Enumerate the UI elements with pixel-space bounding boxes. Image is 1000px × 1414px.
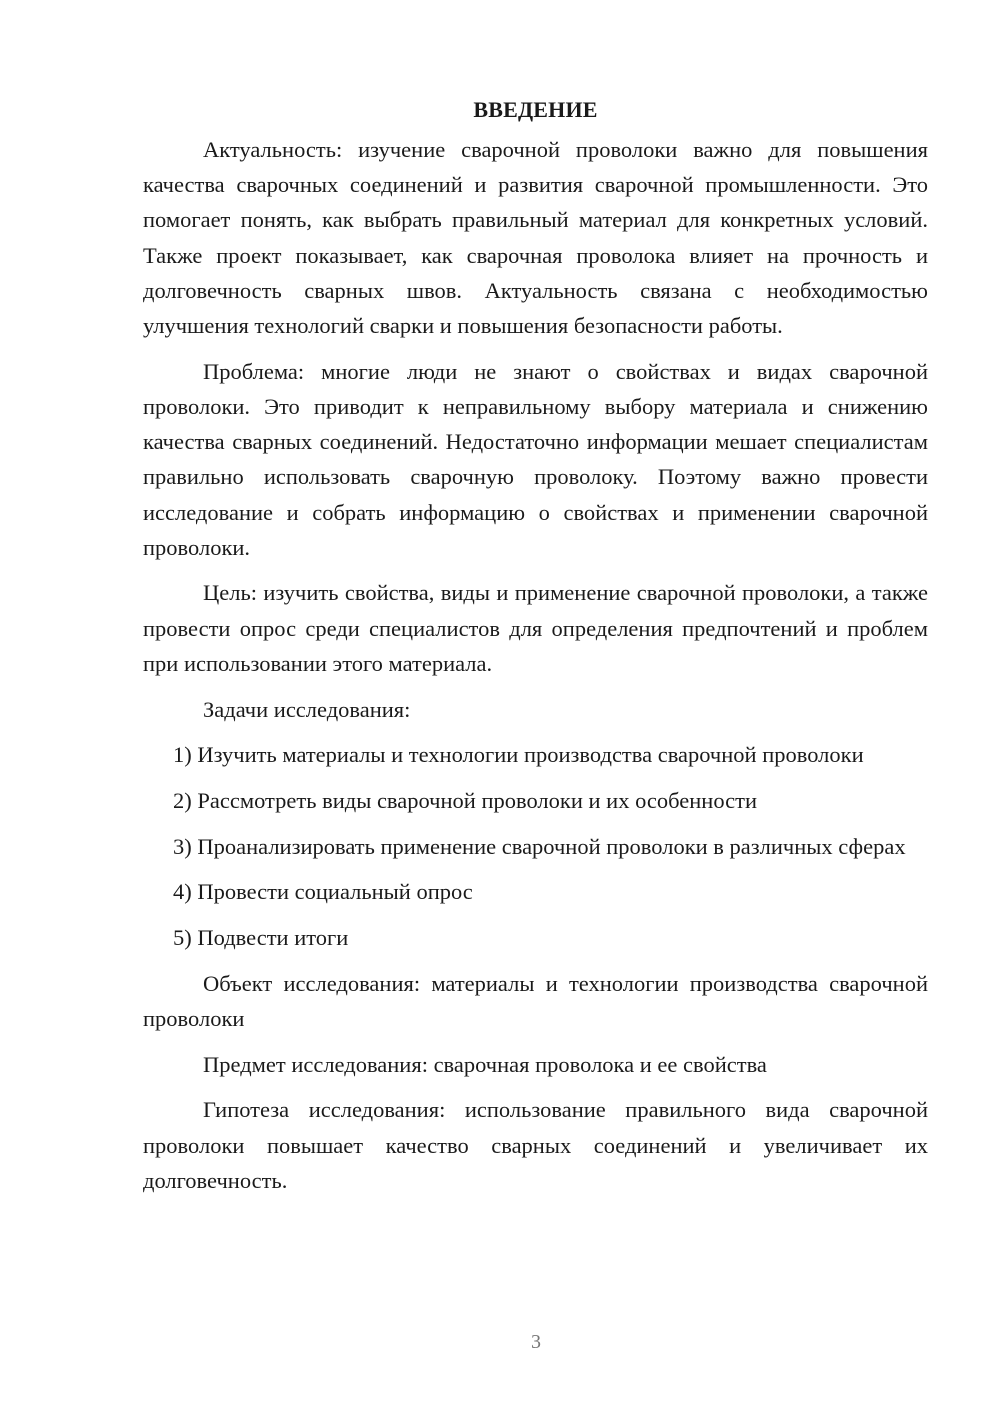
paragraph-object: Объект исследования: материалы и технологии производства сварочной проволоки (143, 970, 928, 1031)
task-item-2: 2) Рассмотреть виды сварочной проволоки и их особенности (173, 787, 758, 813)
page-title: ВВЕДЕНИЕ (473, 97, 598, 122)
paragraph-relevance: Актуальность: изучение сварочной проволоки важно для повышения качества сварочных соединений и развития сварочной промышленности. Это помогает понять, как выбрать правильный материал для конкретных условий. Также проект показывает, как сварочная проволока влияет на прочность и долговечность сварных швов. Актуальность связана с необходимостью улучшения технологий сварки и повышения безопасности работы. (143, 137, 928, 339)
task-item-5: 5) Подвести итоги (173, 925, 349, 951)
task-item-3: 3) Проанализировать применение сварочной проволоки в различных сферах (173, 833, 906, 859)
task-item-4: 4) Провести социальный опрос (173, 879, 473, 905)
paragraph-subject: Предмет исследования: сварочная проволока и ее свойства (203, 1051, 767, 1077)
paragraph-hypothesis: Гипотеза исследования: использование правильного вида сварочной проволоки повышает качество сварных соединений и увеличивает их долговечность. (143, 1097, 928, 1193)
document-page (143, 92, 928, 1208)
paragraph-goal: Цель: изучить свойства, виды и применение сварочной проволоки, а также провести опрос среди специалистов для определения предпочтений и проблем при использовании этого материала. (143, 580, 928, 676)
tasks-heading: Задачи исследования: (203, 696, 411, 722)
paragraph-problem: Проблема: многие люди не знают о свойствах и видах сварочной проволоки. Это приводит к неправильному выбору материала и снижению качества сварных соединений. Недостаточно информации мешает специалистам правильно использовать сварочную проволоку. Поэтому важно провести исследование и собрать информацию о свойствах и применении сварочной проволоки. (143, 358, 928, 560)
page-number: 3 (531, 1331, 541, 1353)
task-item-1: 1) Изучить материалы и технологии производства сварочной проволоки (173, 742, 864, 768)
